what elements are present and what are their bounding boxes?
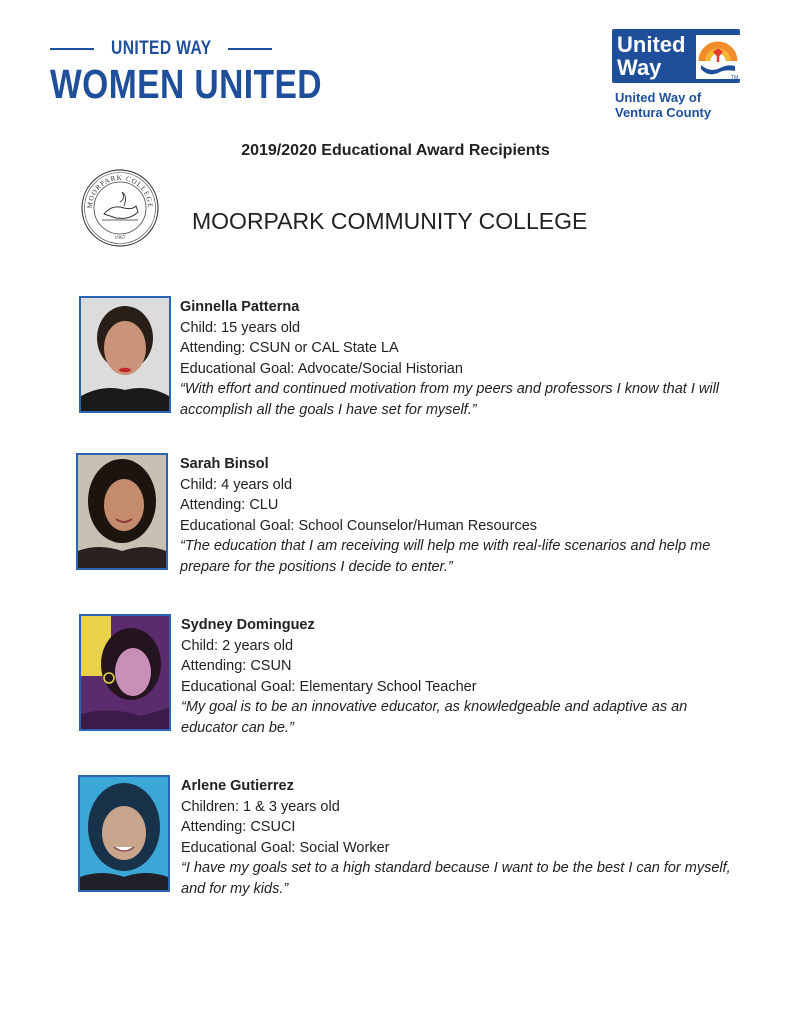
women-united-logo: [50, 38, 322, 107]
united-way-logo: [612, 29, 740, 83]
logo-rule-left: [50, 48, 94, 50]
recipient-child: Child: 2 years old: [181, 637, 294, 654]
recipient-attending: Attending: CLU: [180, 497, 279, 513]
logo-bottom-text: WOMEN UNITED: [50, 61, 322, 107]
seal-year: 1967: [114, 235, 126, 241]
helping-hand-icon: [696, 35, 740, 79]
recipient-photo: [76, 453, 168, 570]
recipient-child: Child: 4 years old: [180, 476, 293, 493]
recipient-photo: [78, 775, 170, 892]
recipient-info: [181, 615, 736, 738]
recipient-quote: “The education that I am receiving will help me with real-life scenarios and help me prepare for the positions I decide to enter.”: [180, 538, 711, 575]
recipient-info: [180, 297, 735, 420]
college-name: MOORPARK COMMUNITY COLLEGE: [192, 208, 588, 234]
seal-arc-text: MOORPARK COLLEGE: [85, 173, 155, 209]
recipient-info: [180, 454, 735, 577]
recipient-goal: Educational Goal: Elementary School Teacher: [181, 678, 477, 695]
recipient-goal: Educational Goal: School Counselor/Human Resources: [180, 517, 538, 534]
recipient-child: Child: 15 years old: [180, 319, 301, 336]
recipient-photo: [79, 614, 171, 731]
subtitle-line-1: United Way of: [615, 90, 702, 105]
recipient-child: Children: 1 & 3 years old: [181, 798, 340, 815]
recipient-name: Sarah Binsol: [180, 456, 269, 472]
logo-top-text: UNITED WAY: [110, 38, 212, 59]
recipient-attending: Attending: CSUN: [181, 658, 292, 674]
recipient-attending: Attending: CSUN or CAL State LA: [180, 340, 399, 356]
college-seal-icon: [80, 168, 160, 248]
recipient-name: Arlene Gutierrez: [181, 778, 294, 794]
logo-rule-right: [228, 48, 272, 50]
united-way-subtitle: [615, 90, 711, 120]
logo-word-united: United: [617, 32, 686, 57]
recipient-goal: Educational Goal: Social Worker: [181, 839, 390, 856]
recipient-quote: “With effort and continued motivation from my peers and professors I know that I will accomplish all the goals I have set for myself.”: [180, 381, 720, 418]
recipient-attending: Attending: CSUCI: [181, 819, 296, 835]
recipient-quote: “My goal is to be an innovative educator, as knowledgeable and adaptive as an educator can be.”: [181, 699, 688, 736]
logo-word-way: Way: [617, 55, 662, 80]
subtitle-line-2: Ventura County: [615, 105, 712, 120]
recipient-quote: “I have my goals set to a high standard because I want to be the best I can for myself, and for my kids.”: [181, 860, 731, 897]
recipient-name: Sydney Dominguez: [181, 617, 315, 633]
page-title: 2019/2020 Educational Award Recipients: [241, 142, 550, 159]
trademark-label: TM: [731, 75, 739, 81]
recipient-goal: Educational Goal: Advocate/Social Historian: [180, 360, 463, 377]
recipient-photo: [79, 296, 171, 413]
recipient-info: [181, 776, 736, 899]
recipient-name: Ginnella Patterna: [180, 299, 300, 315]
